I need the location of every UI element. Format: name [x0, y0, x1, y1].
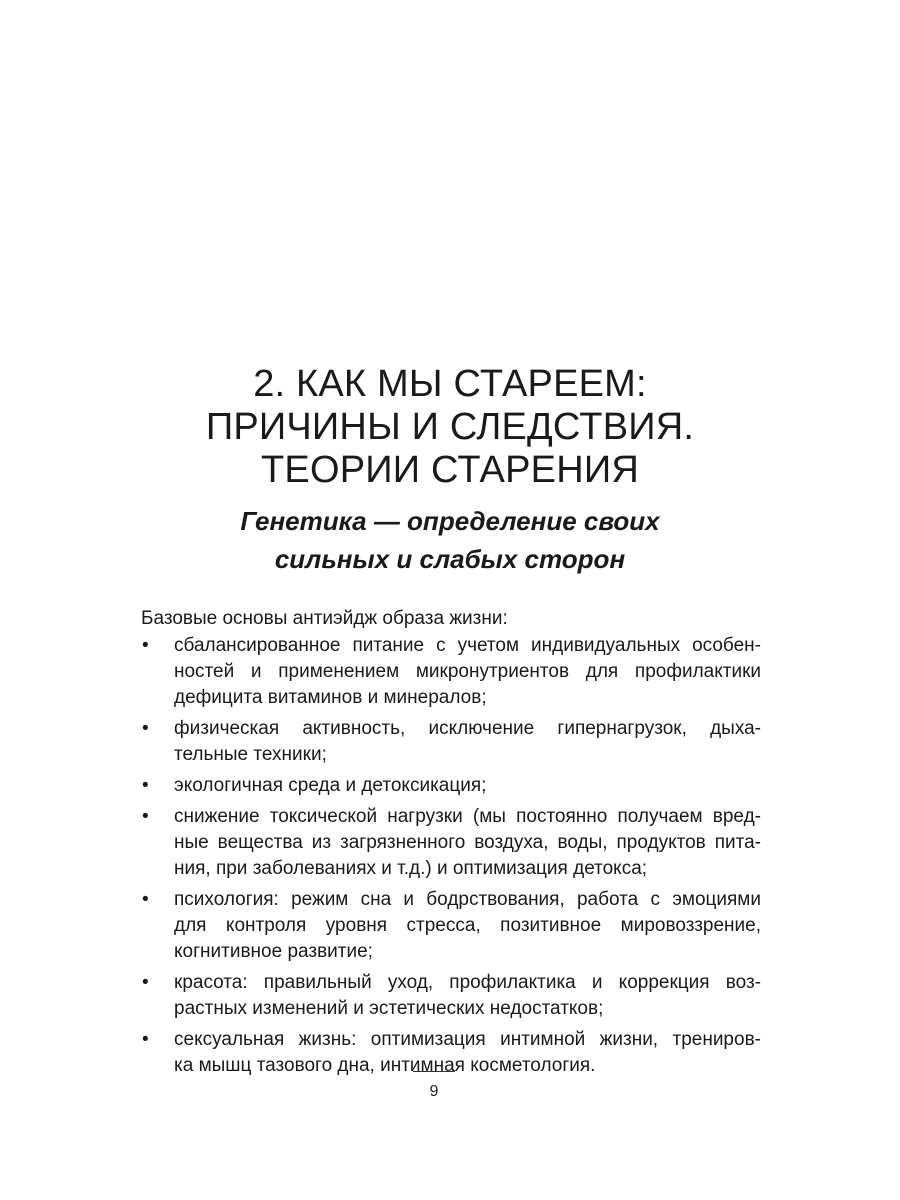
bullet-text-line: ния, при заболеваниях и т.д.) и оптимизация детокса;	[174, 858, 648, 879]
bullet-icon: •	[142, 806, 149, 827]
bullet-text-line: экологичная среда и детоксикация;	[174, 775, 487, 796]
bullet-item	[141, 970, 761, 1022]
bullet-icon: •	[142, 1029, 149, 1050]
bullet-text-line: ка мышц тазового дна, интимная косметология.	[174, 1055, 596, 1076]
chapter-title	[150, 363, 750, 492]
bullet-text-line: растных изменений и эстетических недостатков;	[174, 998, 604, 1019]
bullet-list	[141, 633, 761, 1079]
bullet-text	[174, 970, 761, 1022]
bullet-icon: •	[142, 972, 149, 993]
bullet-text-line: физическая активность, исключение гипернагрузок, дыха-	[174, 718, 761, 739]
chapter-subtitle	[150, 502, 750, 578]
bullet-text-line: психология: режим сна и бодрствования, работа с эмоциями	[174, 889, 761, 910]
bullet-item	[141, 716, 761, 768]
intro-paragraph: Базовые основы антиэйдж образа жизни:	[141, 608, 508, 629]
body-text	[141, 606, 761, 1084]
bullet-text-line: сексуальная жизнь: оптимизация интимной жизни, трениров-	[174, 1029, 761, 1050]
bullet-text-line: красота: правильный уход, профилактика и коррекция воз-	[174, 972, 761, 993]
bullet-text	[174, 633, 761, 711]
bullet-text-line: ные вещества из загрязненного воздуха, воды, продуктов пита-	[174, 832, 761, 853]
bullet-text	[174, 804, 761, 882]
chapter-title-line: 2. КАК МЫ СТАРЕЕМ:	[253, 363, 647, 405]
bullet-item	[141, 633, 761, 711]
bullet-icon: •	[142, 775, 149, 796]
bullet-text-line: когнитивное развитие;	[174, 941, 373, 962]
chapter-title-line: ПРИЧИНЫ И СЛЕДСТВИЯ.	[205, 406, 695, 448]
bullet-text-line: снижение токсической нагрузки (мы постоянно получаем вред-	[174, 806, 761, 827]
bullet-text-line: ностей и применением микронутриентов для профилактики	[174, 661, 761, 682]
bullet-icon: •	[142, 635, 149, 656]
bullet-text-line: сбалансированное питание с учетом индивидуальных особен-	[174, 635, 761, 656]
bullet-text	[174, 773, 761, 799]
page-number: 9	[429, 1083, 439, 1100]
bullet-text-line: дефицита витаминов и минералов;	[174, 687, 487, 708]
bullet-item	[141, 804, 761, 882]
chapter-subtitle-line: Генетика — определение своих	[240, 506, 660, 536]
bullet-text	[174, 887, 761, 965]
bullet-icon: •	[142, 718, 149, 739]
bullet-text-line: тельные техники;	[174, 744, 327, 765]
bullet-item	[141, 887, 761, 965]
chapter-title-line: ТЕОРИИ СТАРЕНИЯ	[260, 449, 639, 491]
bullet-icon: •	[142, 889, 149, 910]
bullet-text	[174, 1027, 761, 1079]
bullet-text-line: для контроля уровня стресса, позитивное мировоззрение,	[174, 915, 761, 936]
bullet-text	[174, 716, 761, 768]
footer-rule	[413, 1071, 455, 1072]
bullet-item	[141, 773, 761, 799]
chapter-subtitle-line: сильных и слабых сторон	[274, 544, 626, 574]
